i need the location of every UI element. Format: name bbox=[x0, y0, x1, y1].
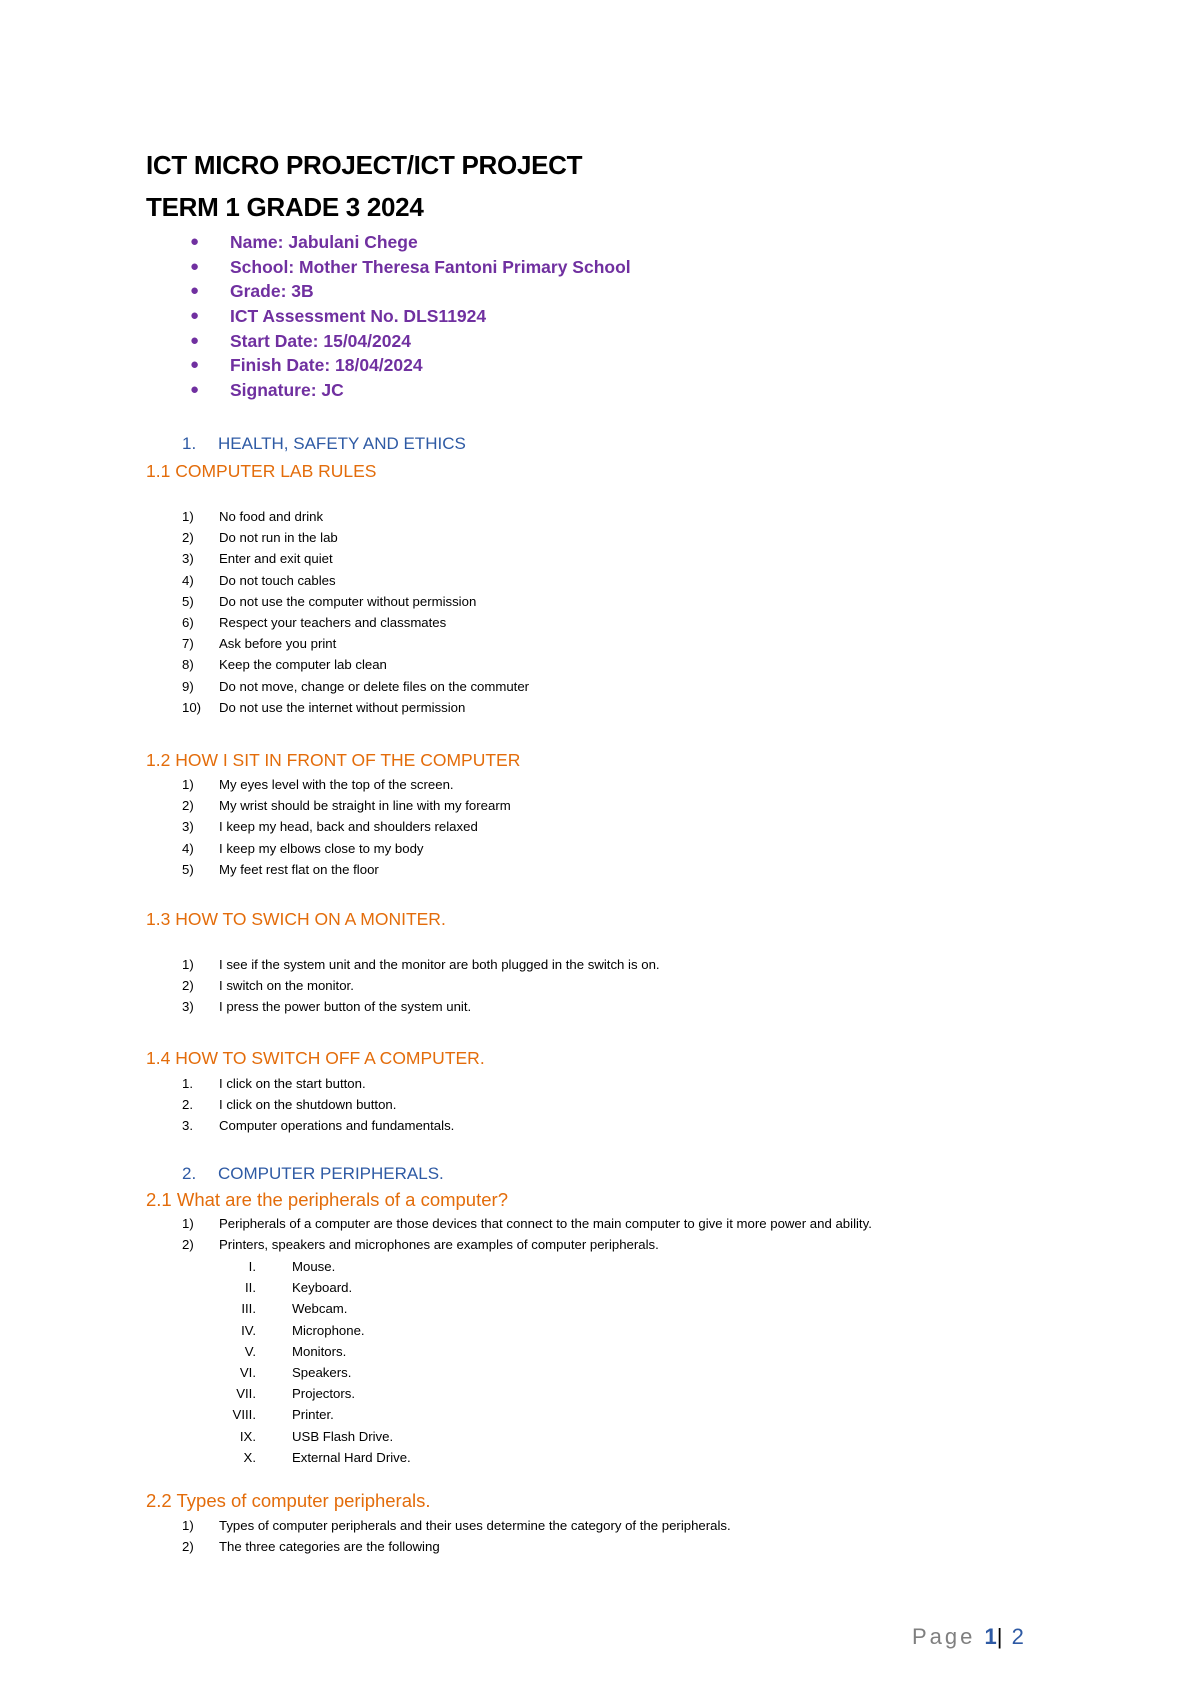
list-item: I. Mouse. bbox=[248, 1259, 336, 1274]
switch-off-computer-list bbox=[182, 1073, 454, 1137]
list-item: 10) Do not use the internet without permission bbox=[182, 699, 466, 715]
list-item: 3. Computer operations and fundamentals. bbox=[182, 1118, 455, 1134]
list-item: IX. USB Flash Drive. bbox=[239, 1428, 394, 1444]
subsection-2-1-heading: 2.1 What are the peripherals of a computer? bbox=[146, 1189, 508, 1210]
subsection-1-3-heading: 1.3 HOW TO SWICH ON A MONITER. bbox=[146, 909, 446, 929]
bullet-icon: ● bbox=[190, 331, 200, 349]
info-item: ● Grade: 3B bbox=[146, 279, 631, 304]
list-item: 3) I press the power button of the system unit. bbox=[182, 999, 472, 1015]
bullet-icon: ● bbox=[190, 381, 200, 399]
list-item: 6) Respect your teachers and classmates bbox=[182, 614, 447, 630]
peripherals-examples-list bbox=[200, 1256, 411, 1468]
section-1-title: HEALTH, SAFETY AND ETHICS bbox=[218, 434, 466, 453]
page-number: 1 bbox=[984, 1624, 997, 1649]
list-item: 1) I see if the system unit and the monitor are both plugged in the switch is on. bbox=[182, 957, 660, 972]
page-total: 2 bbox=[1011, 1624, 1024, 1649]
info-item: ● Finish Date: 18/04/2024 bbox=[146, 353, 631, 378]
subsection-2-2-heading: 2.2 Types of computer peripherals. bbox=[146, 1490, 431, 1511]
peripherals-definition-list bbox=[182, 1213, 872, 1255]
info-item: ● ICT Assessment No. DLS11924 bbox=[146, 304, 631, 329]
list-item: 2) Printers, speakers and microphones are examples of computer peripherals. bbox=[182, 1237, 659, 1253]
list-item: 4) I keep my elbows close to my body bbox=[182, 840, 424, 856]
list-item: 1. I click on the start button. bbox=[182, 1076, 366, 1091]
list-item: 1) Peripherals of a computer are those devices that connect to the main computer to give it more power and ability. bbox=[182, 1216, 872, 1231]
switch-on-monitor-list bbox=[182, 954, 660, 1018]
student-info-list bbox=[146, 230, 631, 403]
list-item: X. External Hard Drive. bbox=[243, 1449, 411, 1465]
list-item: 3) Enter and exit quiet bbox=[182, 551, 333, 567]
list-item: 7) Ask before you print bbox=[182, 636, 337, 652]
list-item: 2. I click on the shutdown button. bbox=[182, 1097, 397, 1113]
bullet-icon: ● bbox=[190, 282, 200, 300]
subsection-1-2-heading: 1.2 HOW I SIT IN FRONT OF THE COMPUTER bbox=[146, 750, 521, 770]
list-item: V. Monitors. bbox=[244, 1343, 347, 1359]
page-label: Page bbox=[912, 1624, 976, 1649]
list-item: 1) No food and drink bbox=[182, 509, 324, 524]
document-title: ICT MICRO PROJECT/ICT PROJECT bbox=[146, 150, 583, 180]
list-item: 5) My feet rest flat on the floor bbox=[182, 861, 379, 877]
list-item: 9) Do not move, change or delete files on the commuter bbox=[182, 678, 530, 694]
bullet-icon: ● bbox=[190, 233, 200, 250]
subsection-1-4-heading: 1.4 HOW TO SWITCH OFF A COMPUTER. bbox=[146, 1048, 485, 1068]
section-1-heading bbox=[182, 434, 466, 454]
info-item: ● School: Mother Theresa Fantoni Primary School bbox=[146, 255, 631, 280]
list-item: 4) Do not touch cables bbox=[182, 572, 336, 588]
section-2-title: COMPUTER PERIPHERALS. bbox=[218, 1164, 444, 1183]
info-item: ● Start Date: 15/04/2024 bbox=[146, 329, 631, 354]
list-item: VIII. Printer. bbox=[232, 1407, 334, 1423]
list-item: IV. Microphone. bbox=[241, 1322, 365, 1338]
sitting-posture-list bbox=[182, 774, 511, 880]
info-item: ● Name: Jabulani Chege bbox=[146, 230, 631, 255]
bullet-icon: ● bbox=[190, 257, 200, 275]
list-item: II. Keyboard. bbox=[245, 1280, 353, 1296]
document-subtitle: TERM 1 GRADE 3 2024 bbox=[146, 192, 424, 222]
section-2-number: 2. bbox=[182, 1164, 197, 1183]
list-item: VII. Projectors. bbox=[236, 1386, 356, 1402]
list-item: 3) I keep my head, back and shoulders relaxed bbox=[182, 819, 478, 835]
lab-rules-list bbox=[182, 506, 529, 718]
section-2-heading bbox=[182, 1164, 444, 1184]
list-item: 2) Do not run in the lab bbox=[182, 530, 338, 546]
list-item: 1) My eyes level with the top of the screen. bbox=[182, 777, 454, 792]
page-separator: | bbox=[996, 1624, 1003, 1649]
list-item: 5) Do not use the computer without permission bbox=[182, 593, 477, 609]
list-item: III. Webcam. bbox=[241, 1301, 348, 1317]
list-item: 1) Types of computer peripherals and their uses determine the category of the peripherals. bbox=[182, 1518, 731, 1533]
bullet-icon: ● bbox=[190, 307, 200, 325]
list-item: 2) My wrist should be straight in line with my forearm bbox=[182, 798, 511, 814]
peripheral-types-list bbox=[182, 1515, 731, 1557]
list-item: 2) I switch on the monitor. bbox=[182, 978, 354, 994]
list-item: 2) The three categories are the following bbox=[182, 1539, 440, 1555]
info-item: ● Signature: JC bbox=[146, 378, 631, 403]
list-item: 8) Keep the computer lab clean bbox=[182, 657, 387, 673]
section-1-number: 1. bbox=[182, 434, 197, 453]
list-item: VI. Speakers. bbox=[239, 1364, 352, 1380]
bullet-icon: ● bbox=[190, 356, 200, 374]
page-footer bbox=[912, 1624, 1024, 1650]
subsection-1-1-heading: 1.1 COMPUTER LAB RULES bbox=[146, 461, 377, 481]
